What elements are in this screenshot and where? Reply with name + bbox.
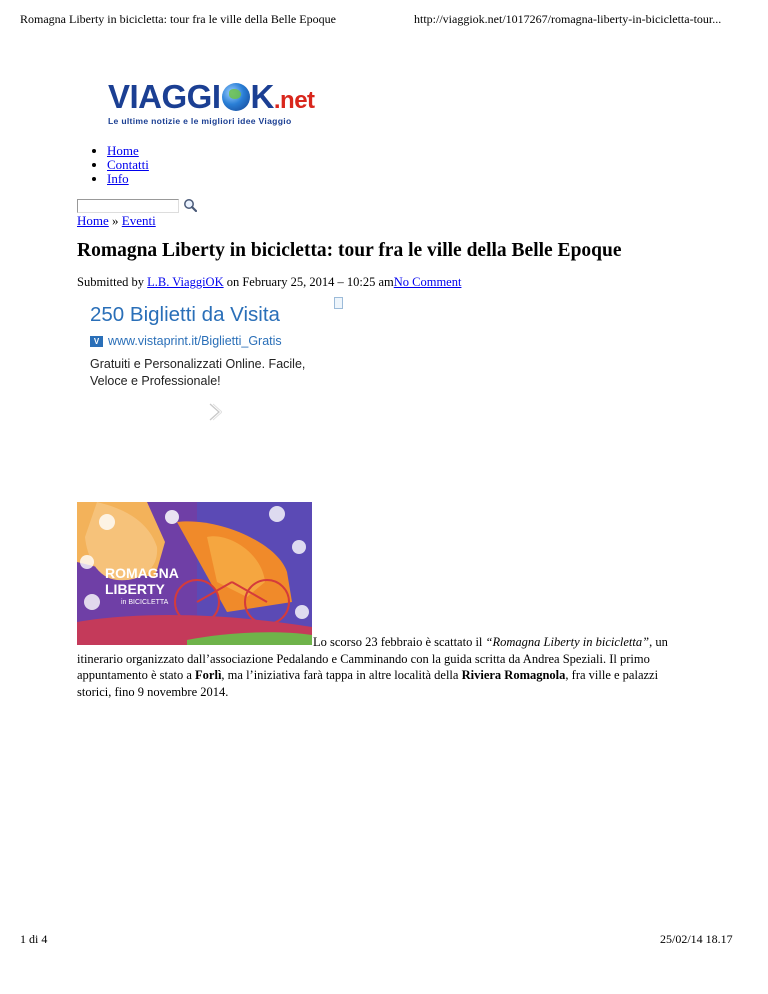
paragraph-text-2: , un itinerario organizzato dall’associazione Pedalando e Camminando con la guida scritta da Andrea Speziali. Il primo appuntamento è stato a <box>77 635 668 682</box>
main-nav <box>78 144 149 186</box>
article-paragraph <box>77 634 691 700</box>
nav-link-info[interactable]: Info <box>107 171 129 186</box>
ad-url[interactable]: www.vistaprint.it/Biglietti_Gratis <box>108 334 282 348</box>
breadcrumb-separator: » <box>108 213 122 228</box>
paragraph-text-1: Lo scorso 23 febbraio è scattato il <box>313 635 486 649</box>
image-text-line2: LIBERTY <box>105 581 165 597</box>
print-footer-datetime: 25/02/14 18.17 <box>660 932 733 946</box>
logo-text-part2: K <box>250 78 274 115</box>
image-text-line3: in BICICLETTA <box>121 599 169 606</box>
search-icon[interactable] <box>183 198 197 212</box>
print-header-title: Romagna Liberty in bicicletta: tour fra le ville della Belle Epoque <box>20 12 336 26</box>
author-link[interactable]: L.B. ViaggiOK <box>147 275 224 289</box>
breadcrumb-home-link[interactable]: Home <box>77 213 109 228</box>
ad-favicon-icon: V <box>90 336 103 347</box>
nav-item-info <box>107 172 149 186</box>
article-title: Romagna Liberty in bicicletta: tour fra le ville della Belle Epoque <box>77 240 622 261</box>
nav-link-contatti[interactable]: Contatti <box>107 157 149 172</box>
logo-text-part1: VIAGGI <box>108 78 221 115</box>
globe-icon <box>222 83 250 111</box>
logo-suffix: .net <box>273 87 315 114</box>
breadcrumb <box>77 213 156 229</box>
ad-choices-icon[interactable] <box>334 297 343 309</box>
chevron-right-icon[interactable] <box>208 402 222 422</box>
nav-item-contatti <box>107 158 149 172</box>
logo-tagline: Le ultime notizie e le migliori idee Viaggio <box>108 116 292 126</box>
search-input[interactable] <box>77 199 179 213</box>
paragraph-place-forli: Forlì <box>195 668 222 682</box>
article-image <box>77 502 312 645</box>
print-footer-page: 1 di 4 <box>20 932 48 946</box>
breadcrumb-category-link[interactable]: Eventi <box>121 213 156 228</box>
image-text-line1: ROMAGNA <box>105 565 179 581</box>
paragraph-quote: “Romagna Liberty in bicicletta” <box>485 635 650 649</box>
article-byline <box>77 275 461 290</box>
comments-link[interactable]: No Comment <box>393 275 462 289</box>
paragraph-place-riviera: Riviera Romagnola <box>461 668 566 682</box>
ad-title[interactable]: 250 Biglietti da Visita <box>90 303 280 326</box>
paragraph-text-4: , fra ville e palazzi storici, fino 9 novembre 2014. <box>77 668 659 699</box>
site-logo[interactable] <box>108 78 368 130</box>
nav-item-home <box>107 144 149 158</box>
ad-description: Gratuiti e Personalizzati Online. Facile, Veloce e Professionale! <box>90 357 306 388</box>
nav-link-home[interactable]: Home <box>107 143 139 158</box>
print-header-url: http://viaggiok.net/1017267/romagna-liberty-in-bicicletta-tour... <box>414 12 722 26</box>
paragraph-text-3: , ma l’iniziativa farà tappa in altre località della <box>221 668 462 682</box>
byline-date: on February 25, 2014 – 10:25 am <box>223 275 394 289</box>
byline-prefix: Submitted by <box>77 275 148 289</box>
